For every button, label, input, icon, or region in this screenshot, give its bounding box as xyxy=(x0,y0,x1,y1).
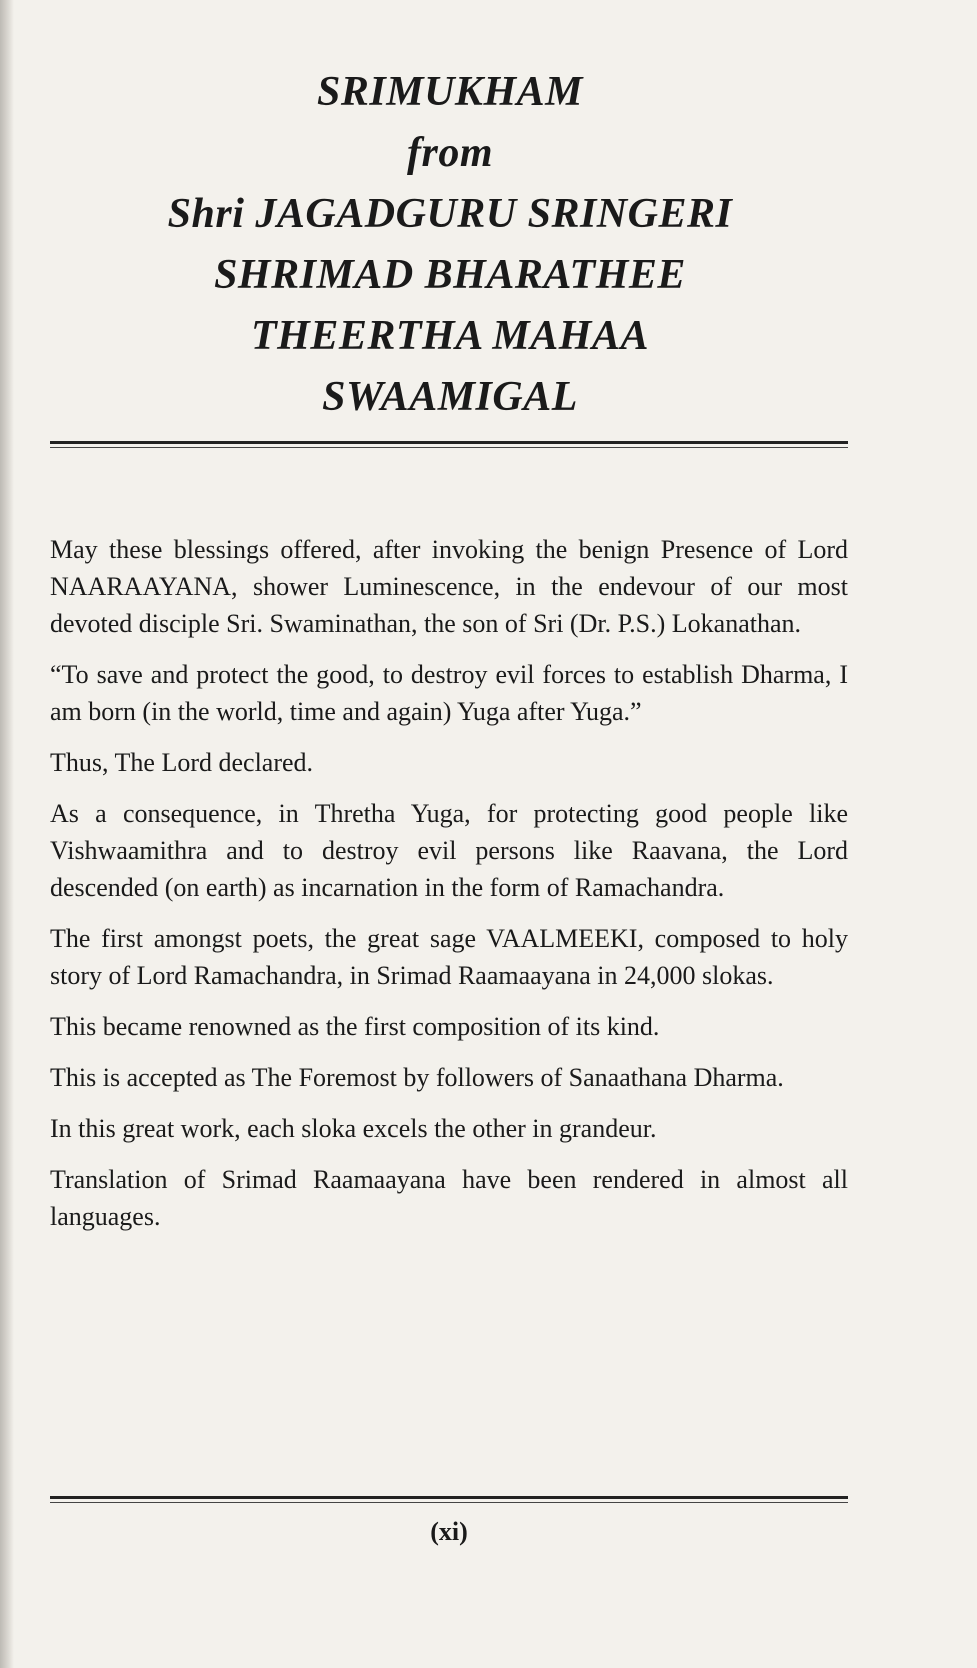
title-line: from xyxy=(407,130,493,176)
page-number: (xi) xyxy=(430,1517,468,1546)
paragraph: Translation of Srimad Raamaayana have been rendered in almost all languages. xyxy=(50,1165,848,1231)
paragraph: Thus, The Lord declared. xyxy=(50,748,314,777)
title-line: SHRIMAD BHARATHEE xyxy=(214,252,686,298)
body-text xyxy=(50,531,848,1249)
paragraph: In this great work, each sloka excels the other in grandeur. xyxy=(50,1114,657,1143)
footer-divider xyxy=(50,1496,848,1503)
title-line: SWAAMIGAL xyxy=(322,374,578,420)
title-line: Shri JAGADGURU SRINGERI xyxy=(167,191,733,237)
page-edge-shadow xyxy=(0,0,14,1668)
paragraph: This became renowned as the first composition of its kind. xyxy=(50,1012,660,1041)
paragraph: “To save and protect the good, to destroy evil forces to establish Dharma, I am born (in the world, time and again) Yuga after Yuga.” xyxy=(50,660,848,726)
title-divider xyxy=(50,441,848,448)
title-line: SRIMUKHAM xyxy=(317,69,583,115)
paragraph: As a consequence, in Thretha Yuga, for protecting good people like Vishwaamithra and to destroy evil persons like Raavana, the Lord descended (on earth) as incarnation in the form of Ramachandra. xyxy=(50,799,848,902)
paragraph: The first amongst poets, the great sage VAALMEEKI, composed to holy story of Lord Ramachandra, in Srimad Raamaayana in 24,000 slokas. xyxy=(50,924,848,990)
title-line: THEERTHA MAHAA xyxy=(251,313,649,359)
page-title xyxy=(50,62,850,428)
paragraph: This is accepted as The Foremost by followers of Sanaathana Dharma. xyxy=(50,1063,784,1092)
paragraph: May these blessings offered, after invoking the benign Presence of Lord NAARAAYANA, shower Luminescence, in the endevour of our most devoted disciple Sri. Swaminathan, the son of Sri (Dr. P.S.) Lokanathan. xyxy=(50,535,848,638)
